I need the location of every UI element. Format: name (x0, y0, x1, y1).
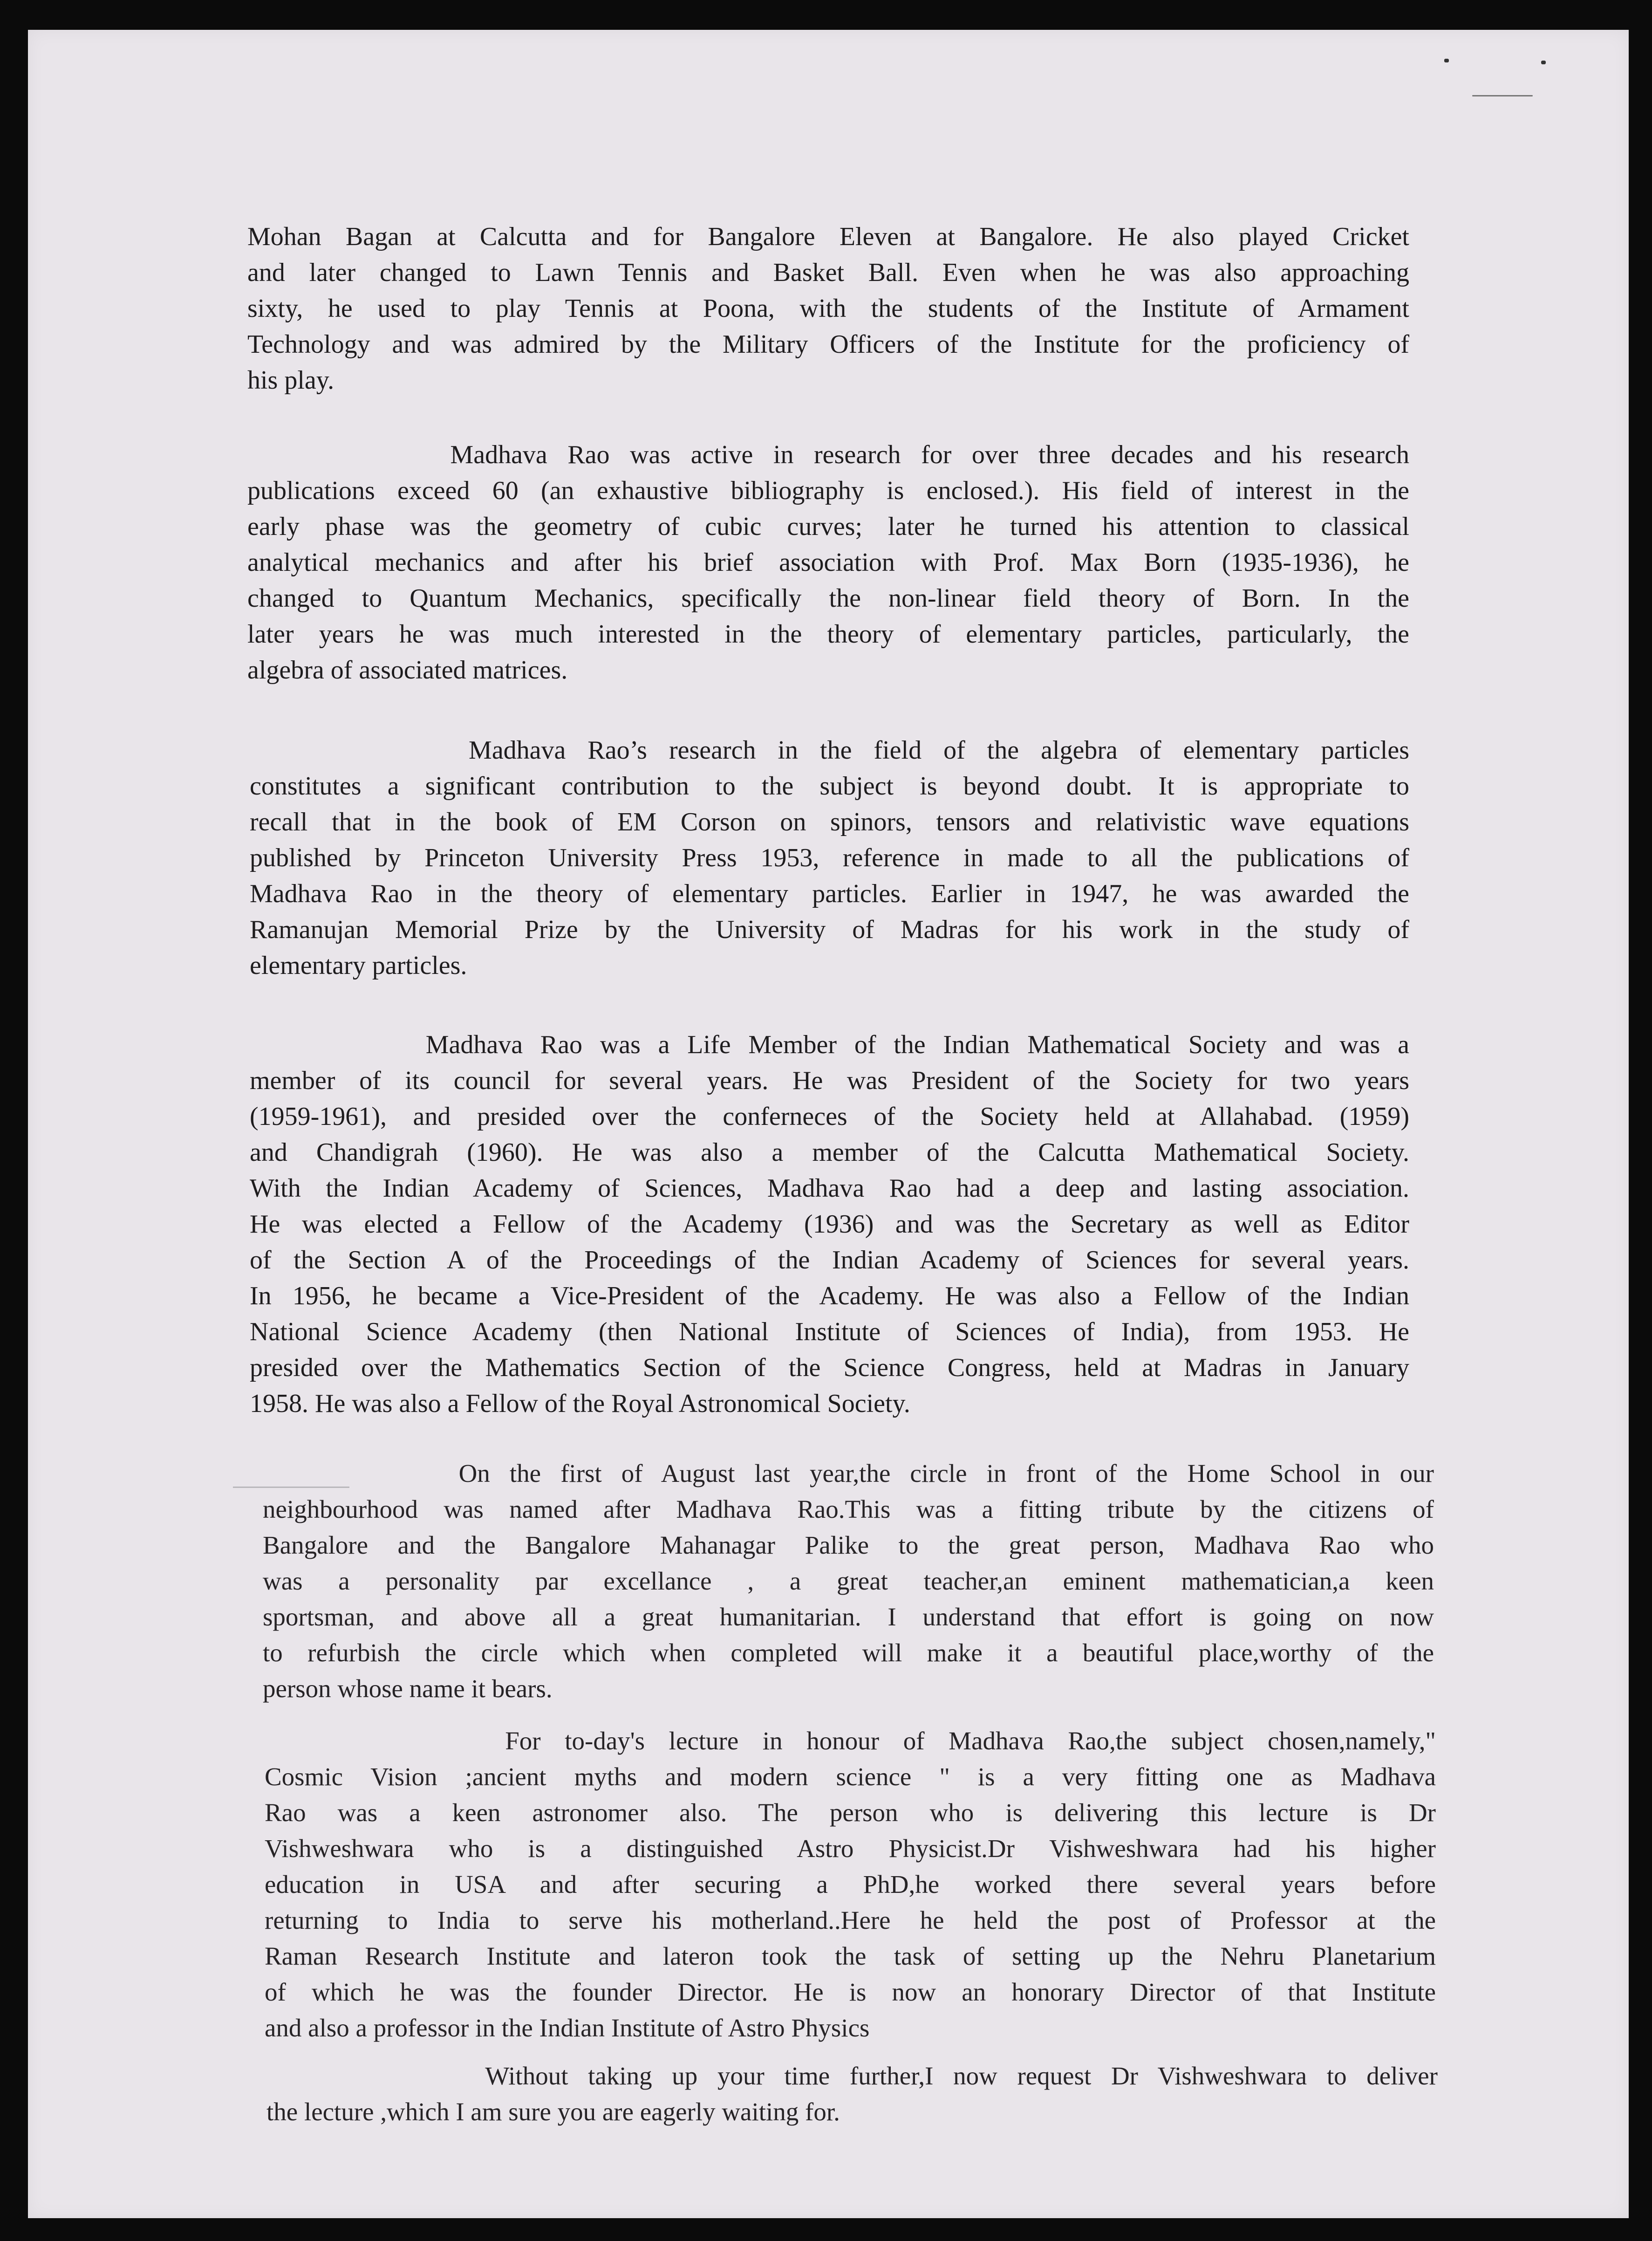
paragraph-lecture (265, 1723, 1436, 2046)
text-line: He was elected a Fellow of the Academy (1936) and was the Secretary as well as Editor (250, 1210, 1409, 1239)
text-line: Raman Research Institute and lateron took the task of setting up the Nehru Planetarium (265, 1942, 1436, 1970)
text-line: member of its council for several years. He was President of the Society for two years (250, 1066, 1409, 1095)
paragraph-closing (266, 2058, 1438, 2130)
text-line: Technology and was admired by the Military Officers of the Institute for the proficiency of (247, 330, 1409, 359)
text-line: presided over the Mathematics Section of the Science Congress, held at Madras in January (250, 1353, 1409, 1382)
text-line: Madhava Rao was a Life Member of the Indian Mathematical Society and was a (250, 1030, 1409, 1059)
paragraph-societies (250, 1027, 1409, 1422)
text-line: National Science Academy (then National Institute of Sciences of India), from 1953. He (250, 1317, 1409, 1346)
staple-mark (1472, 95, 1533, 96)
text-line: published by Princeton University Press 1953, reference in made to all the publications of (250, 843, 1409, 872)
text-line: was a personality par excellance , a great teacher,an eminent mathematician,a keen (263, 1567, 1434, 1595)
text-line: publications exceed 60 (an exhaustive bibliography is enclosed.). His field of interest in the (247, 476, 1409, 505)
text-line: Ramanujan Memorial Prize by the University of Madras for his work in the study of (250, 915, 1409, 944)
text-line: and later changed to Lawn Tennis and Basket Ball. Even when he was also approaching (247, 258, 1409, 287)
text-line: (1959-1961), and presided over the conferneces of the Society held at Allahabad. (1959) (250, 1102, 1409, 1131)
text-line: On the first of August last year,the circle in front of the Home School in our (263, 1459, 1434, 1487)
text-line: For to-day's lecture in honour of Madhava Rao,the subject chosen,namely," (265, 1727, 1436, 1755)
text-line: of the Section A of the Proceedings of the Indian Academy of Sciences for several years. (250, 1246, 1409, 1275)
text-line: recall that in the book of EM Corson on spinors, tensors and relativistic wave equations (250, 808, 1409, 836)
text-line: his play. (247, 366, 334, 395)
text-line: and also a professor in the Indian Institute of Astro Physics (265, 2014, 870, 2042)
paragraph-elementary-particles (250, 733, 1409, 984)
text-line: Bangalore and the Bangalore Mahanagar Palike to the great person, Madhava Rao who (263, 1531, 1434, 1559)
text-line: With the Indian Academy of Sciences, Madhava Rao had a deep and lasting association. (250, 1174, 1409, 1203)
staple-mark (1444, 59, 1449, 62)
text-line: sixty, he used to play Tennis at Poona, with the students of the Institute of Armament (247, 294, 1409, 323)
text-line: changed to Quantum Mechanics, specifically the non-linear field theory of Born. In the (247, 584, 1409, 613)
text-line: Madhava Rao in the theory of elementary particles. Earlier in 1947, he was awarded the (250, 879, 1409, 908)
paragraph-circle (263, 1455, 1434, 1706)
text-line: Madhava Rao was active in research for over three decades and his research (247, 440, 1409, 469)
text-line: of which he was the founder Director. He is now an honorary Director of that Institute (265, 1978, 1436, 2006)
text-line: Without taking up your time further,I now request Dr Vishweshwara to deliver (266, 2062, 1438, 2090)
text-line: education in USA and after securing a PhD,he worked there several years before (265, 1870, 1436, 1898)
text-line: analytical mechanics and after his brief association with Prof. Max Born (1935-1936), he (247, 548, 1409, 577)
text-line: and Chandigrah (1960). He was also a member of the Calcutta Mathematical Society. (250, 1138, 1409, 1167)
staple-mark (1541, 61, 1546, 64)
text-line: algebra of associated matrices. (247, 656, 568, 685)
text-line: Madhava Rao’s research in the field of the algebra of elementary particles (250, 736, 1409, 765)
text-line: elementary particles. (250, 951, 467, 980)
text-line: 1958. He was also a Fellow of the Royal Astronomical Society. (250, 1389, 910, 1418)
paragraph-sports (247, 219, 1409, 398)
text-line: returning to India to serve his motherland..Here he held the post of Professor at the (265, 1906, 1436, 1934)
text-line: Vishweshwara who is a distinguished Astro Physicist.Dr Vishweshwara had his higher (265, 1834, 1436, 1863)
document-page (28, 30, 1629, 2218)
text-line: Rao was a keen astronomer also. The person who is delivering this lecture is Dr (265, 1798, 1436, 1827)
text-line: Mohan Bagan at Calcutta and for Bangalore Eleven at Bangalore. He also played Cricket (247, 222, 1409, 251)
text-line: person whose name it bears. (263, 1674, 553, 1703)
text-line: early phase was the geometry of cubic curves; later he turned his attention to classical (247, 512, 1409, 541)
paragraph-research (247, 437, 1409, 688)
text-line: later years he was much interested in the theory of elementary particles, particularly, the (247, 620, 1409, 649)
text-line: sportsman, and above all a great humanitarian. I understand that effort is going on now (263, 1603, 1434, 1631)
text-line: to refurbish the circle which when completed will make it a beautiful place,worthy of the (263, 1638, 1434, 1667)
text-line: neighbourhood was named after Madhava Rao.This was a fitting tribute by the citizens of (263, 1495, 1434, 1523)
text-line: constitutes a significant contribution to the subject is beyond doubt. It is appropriate to (250, 772, 1409, 801)
text-line: Cosmic Vision ;ancient myths and modern science " is a very fitting one as Madhava (265, 1762, 1436, 1791)
text-line: In 1956, he became a Vice-President of the Academy. He was also a Fellow of the Indian (250, 1282, 1409, 1310)
text-line: the lecture ,which I am sure you are eagerly waiting for. (266, 2097, 840, 2126)
